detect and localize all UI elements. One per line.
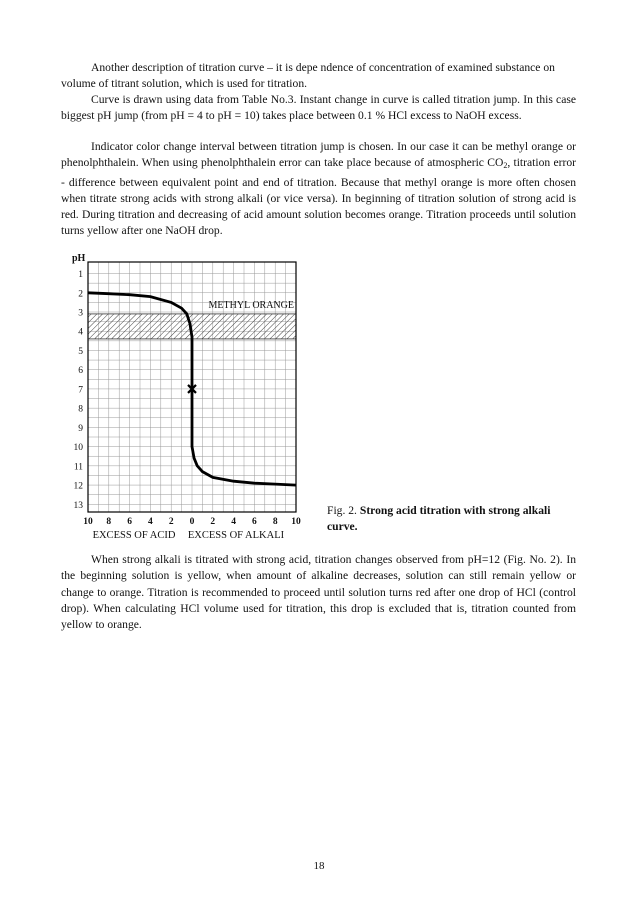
y-tick-label: 1	[78, 270, 83, 281]
figure-caption	[327, 503, 557, 535]
x-tick-label: 10	[291, 517, 301, 527]
x-tick-label: 0	[189, 517, 195, 527]
y-tick-label: 2	[78, 289, 83, 300]
caption-label: Fig. 2.	[327, 504, 357, 517]
x-axis-label-alkali: EXCESS OF ALKALI	[187, 530, 285, 541]
paragraph-2: Curve is drawn using data from Table No.3. Instant change in curve is called titration jump. In this case biggest pH jump (from pH = 4 to pH = 10) takes place between 0.1 % HCl excess to NaOH excess.	[61, 93, 576, 123]
x-axis-label-acid: EXCESS OF ACID	[92, 530, 176, 541]
y-tick-label: 7	[78, 385, 83, 396]
y-tick-label: 6	[78, 366, 83, 377]
paragraph-3	[61, 139, 576, 240]
x-tick-label: 8	[106, 517, 112, 527]
titration-chart	[68, 252, 308, 542]
y-tick-label: 12	[73, 481, 83, 492]
y-axis-label: pH	[72, 253, 86, 264]
x-tick-label: 4	[231, 517, 236, 527]
x-tick-label: 4	[148, 517, 153, 527]
paragraph-4: When strong alkali is titrated with strong acid, titration changes observed from pH=12 (Fig. No. 2). In the beginning solution is yellow, when amount of alkaline decreases, solution can still remain yellow or change to orange. Titration is recommended to proceed until solution turns red after one drop of HCl (control drop). When calculating HCl volume used for titration, this drop is excluded that is, titration counted from yellow to orange.	[61, 553, 576, 632]
x-tick-label: 10	[83, 517, 93, 527]
x-tick-label: 2	[210, 517, 216, 527]
x-tick-label: 6	[252, 517, 257, 527]
page-number: 18	[313, 860, 325, 872]
co2-subscript: 2	[503, 161, 508, 171]
x-tick-label: 2	[168, 517, 174, 527]
methyl-orange-label: METHYL ORANGE	[208, 299, 294, 311]
titration-chart-svg	[68, 252, 308, 542]
y-tick-label: 8	[78, 404, 83, 415]
y-tick-label: 4	[78, 327, 83, 338]
paragraph-3-part-a: Indicator color change interval between titration jump is chosen. In our case it can be methyl orange or phenolphthalein. When using phenolphthalein error can take place because of atmospheric CO	[61, 140, 576, 170]
y-tick-label: 3	[78, 308, 83, 319]
y-tick-label: 9	[78, 423, 83, 434]
paragraph-3-part-b: , titration error - difference between equivalent point and end of titration. Because that methyl orange is more often chosen when titrate strong acids with strong alkali (or vice versa). In beginning of titration solution of strong acid is red. During titration and decreasing of acid amount solution becomes orange. Titration proceeds until solution turns yellow after one NaOH drop.	[61, 156, 576, 238]
paragraph-1: Another description of titration curve – it is depe ndence of concentration of examined substance on volume of titrant solution, which is used for titration.	[61, 61, 555, 91]
y-tick-label: 11	[73, 462, 83, 473]
x-tick-label: 6	[127, 517, 132, 527]
y-tick-label: 5	[78, 346, 83, 357]
caption-text: Strong acid titration with strong alkali curve.	[327, 504, 551, 533]
y-tick-label: 10	[73, 443, 83, 454]
x-tick-label: 8	[272, 517, 278, 527]
y-tick-label: 13	[73, 500, 83, 511]
